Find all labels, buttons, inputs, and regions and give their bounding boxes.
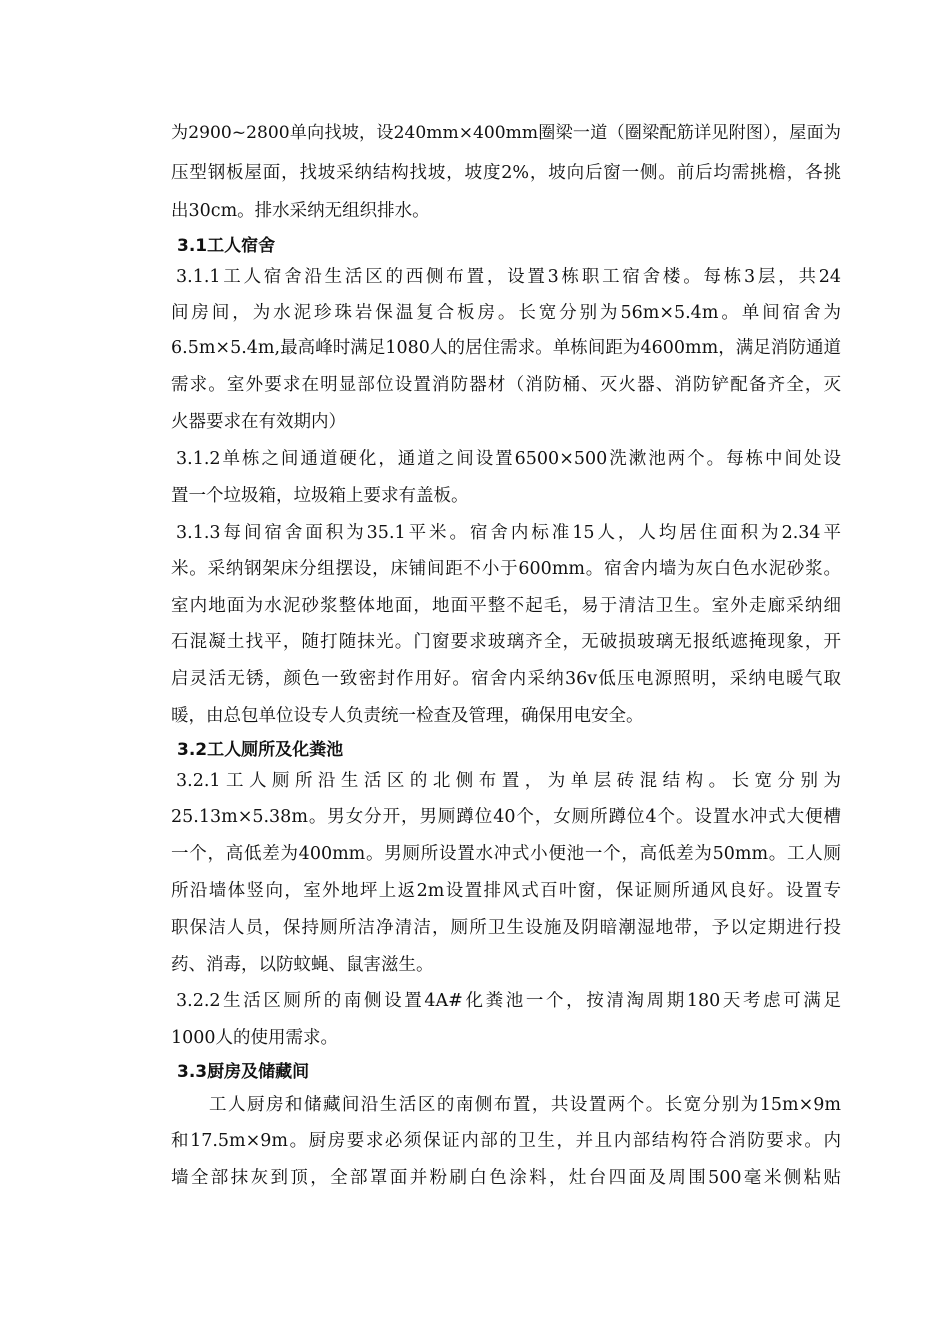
section-heading-3-2: 3.2工人厕所及化粪池 (177, 740, 344, 760)
paragraph-line: 3.2.1工人厕所沿生活区的北侧布置，为单层砖混结构。长宽分别为 (176, 771, 841, 791)
paragraph-line: 6.5m×5.4m,最高峰时满足1080人的居住需求。单栋间距为4600mm，满足消防通道 (171, 338, 841, 358)
paragraph-line: 暖，由总包单位设专人负责统一检查及管理，确保用电安全。 (171, 706, 644, 726)
paragraph-line: 出30cm。排水采纳无组织排水。 (171, 201, 430, 221)
paragraph-line: 间房间，为水泥珍珠岩保温复合板房。长宽分别为56m×5.4m。单间宿舍为 (171, 303, 841, 323)
paragraph-line: 3.1.3每间宿舍面积为35.1平米。宿舍内标准15人，人均居住面积为2.34平 (176, 523, 841, 543)
paragraph-line: 药、消毒，以防蚊蝇、鼠害滋生。 (171, 955, 434, 975)
paragraph-line: 需求。室外要求在明显部位设置消防器材（消防桶、灭火器、消防铲配备齐全，灭 (171, 375, 841, 395)
paragraph-line: 25.13m×5.38m。男女分开，男厕蹲位40个，女厕所蹲位4个。设置水冲式大便槽 (171, 807, 841, 827)
paragraph-line: 室内地面为水泥砂浆整体地面，地面平整不起毛，易于清洁卫生。室外走廊采纳细 (171, 596, 841, 616)
section-heading-3-3: 3.3厨房及储藏间 (177, 1062, 310, 1082)
paragraph-line: 为2900~2800单向找坡，设240mm×400mm圈梁一道（圈梁配筋详见附图），屋面为 (171, 123, 841, 143)
paragraph-line: 3.1.1工人宿舍沿生活区的西侧布置，设置3栋职工宿舍楼。每栋3层，共24 (176, 267, 841, 287)
section-heading-3-1: 3.1工人宿舍 (177, 236, 276, 256)
paragraph-line: 1000人的使用需求。 (171, 1028, 339, 1048)
paragraph-line: 3.1.2单栋之间通道硬化，通道之间设置6500×500洗漱池两个。每栋中间处设 (176, 449, 841, 469)
paragraph-line: 所沿墙体竖向，室外地坪上返2m设置排风式百叶窗，保证厕所通风良好。设置专 (171, 881, 841, 901)
paragraph-line: 3.2.2生活区厕所的南侧设置4A#化粪池一个，按清淘周期180天考虑可满足 (176, 991, 841, 1011)
paragraph-line: 墙全部抹灰到顶，全部罩面并粉刷白色涂料，灶台四面及周围500毫米侧粘贴 (171, 1168, 841, 1188)
paragraph-line: 米。采纳钢架床分组摆设，床铺间距不小于600mm。宿舍内墙为灰白色水泥砂浆。 (171, 559, 841, 579)
paragraph-line: 压型钢板屋面，找坡采纳结构找坡，坡度2%，坡向后窗一侧。前后均需挑檐，各挑 (171, 163, 841, 183)
paragraph-line: 职保洁人员，保持厕所洁净清洁，厕所卫生设施及阴暗潮湿地带，予以定期进行投 (171, 918, 841, 938)
paragraph-line: 和17.5m×9m。厨房要求必须保证内部的卫生，并且内部结构符合消防要求。内 (171, 1131, 841, 1151)
paragraph-line: 置一个垃圾箱，垃圾箱上要求有盖板。 (171, 486, 469, 506)
paragraph-line: 启灵活无锈，颜色一致密封作用好。宿舍内采纳36v低压电源照明，采纳电暖气取 (171, 669, 841, 689)
paragraph-line: 一个，高低差为400mm。男厕所设置水冲式小便池一个，高低差为50mm。工人厕 (171, 844, 841, 864)
paragraph-line: 火器要求在有效期内） (171, 412, 346, 432)
paragraph-line: 工人厨房和储藏间沿生活区的南侧布置，共设置两个。长宽分别为15m×9m (209, 1095, 841, 1115)
paragraph-line: 石混凝土找平，随打随抹光。门窗要求玻璃齐全，无破损玻璃无报纸遮掩现象，开 (171, 632, 841, 652)
